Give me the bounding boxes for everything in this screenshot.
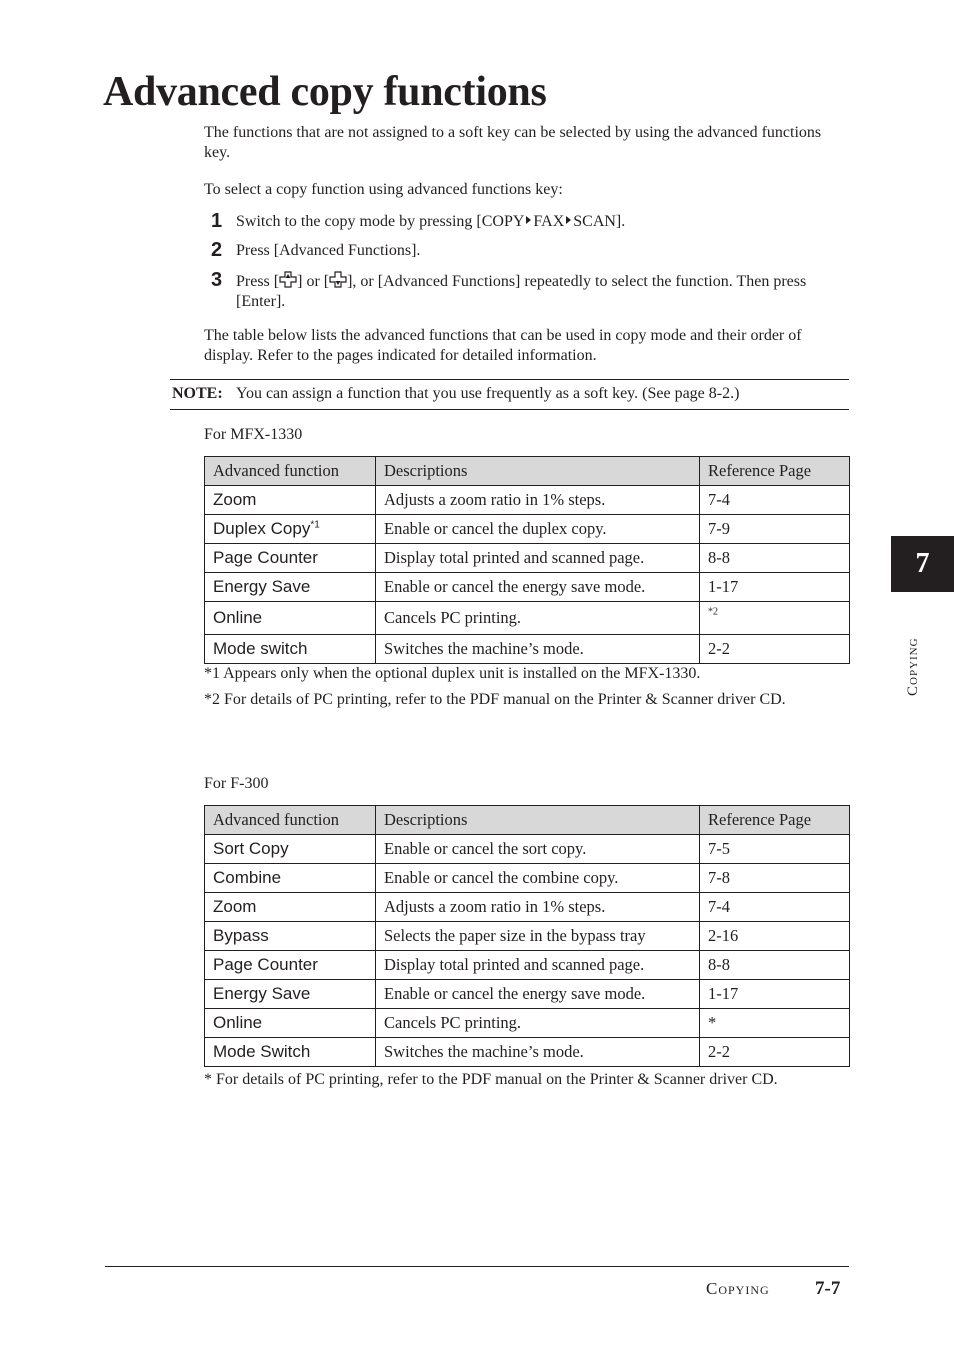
step-2-text: Press [Advanced Functions].: [236, 242, 421, 259]
table-row: [205, 635, 850, 664]
description-cell: Switches the machine’s mode.: [376, 635, 700, 664]
step-3-text-a: Press [: [236, 273, 280, 290]
note-text: You can assign a function that you use frequently as a soft key. (See page 8-2.): [236, 385, 740, 402]
description-cell: Display total printed and scanned page.: [376, 544, 700, 573]
description-cell: Enable or cancel the combine copy.: [376, 864, 700, 893]
step-1-text-a: Switch to the copy mode by pressing [COPY: [236, 213, 525, 230]
description-cell: Enable or cancel the energy save mode.: [376, 980, 700, 1009]
description-cell: Cancels PC printing.: [376, 1009, 700, 1038]
function-name: Energy Save: [213, 577, 311, 596]
description-cell: Adjusts a zoom ratio in 1% steps.: [376, 486, 700, 515]
function-name: Duplex Copy: [213, 519, 311, 538]
reference-cell: 1-17: [700, 980, 850, 1009]
function-cell: Bypass: [205, 922, 376, 951]
step-3-number: 3: [211, 269, 223, 291]
table-row: [205, 922, 850, 951]
column-header: Advanced function: [205, 806, 376, 835]
arrow-key-down-icon: [329, 271, 347, 288]
function-cell: Combine: [205, 864, 376, 893]
footnote-marker: *2: [708, 606, 718, 618]
column-header: Descriptions: [376, 806, 700, 835]
description-cell: Display total printed and scanned page.: [376, 951, 700, 980]
description-cell: Enable or cancel the energy save mode.: [376, 573, 700, 602]
reference-cell: 7-9: [700, 515, 850, 544]
table-row: [205, 893, 850, 922]
table-row: [205, 980, 850, 1009]
function-cell: Energy Save: [205, 980, 376, 1009]
table-row: [205, 864, 850, 893]
function-cell: Sort Copy: [205, 835, 376, 864]
footer-rule: [105, 1266, 849, 1267]
reference-cell: 8-8: [700, 544, 850, 573]
right-triangle-icon: [566, 216, 571, 224]
function-name: Online: [213, 608, 263, 627]
description-cell: Cancels PC printing.: [376, 602, 700, 635]
footnote-marker: *1: [310, 519, 320, 531]
function-cell: Mode Switch: [205, 1038, 376, 1067]
table-f-300: [204, 805, 850, 1067]
step-1-text-c: SCAN].: [573, 213, 626, 230]
function-cell: Zoom: [205, 893, 376, 922]
function-cell: Page Counter: [205, 951, 376, 980]
description-cell: Enable or cancel the sort copy.: [376, 835, 700, 864]
chapter-tab: 7: [891, 536, 954, 592]
page-title: Advanced copy functions: [103, 69, 547, 115]
reference-cell: 7-4: [700, 893, 850, 922]
table-row: [205, 573, 850, 602]
column-header: Descriptions: [376, 457, 700, 486]
function-cell: [205, 602, 376, 635]
function-name: Zoom: [213, 490, 257, 509]
table-2-caption: For F-300: [204, 775, 269, 792]
arrow-key-up-icon: [279, 271, 297, 288]
reference-cell: 7-8: [700, 864, 850, 893]
footnote-2: *2 For details of PC printing, refer to the PDF manual on the Printer & Scanner driver CD.: [204, 691, 786, 708]
to-select-paragraph: To select a copy function using advanced functions key:: [204, 181, 563, 198]
reference-cell: 7-4: [700, 486, 850, 515]
reference-cell: 2-2: [700, 635, 850, 664]
note-label: NOTE:: [172, 385, 223, 402]
step-3-text-b: ] or [: [297, 273, 330, 290]
function-name: Page Counter: [213, 548, 318, 567]
step-1-text-b: FAX: [533, 213, 565, 230]
step-3-text: [236, 271, 836, 312]
note-box: [170, 379, 849, 410]
table-row: [205, 951, 850, 980]
table-row: [205, 544, 850, 573]
function-name: Mode switch: [213, 639, 308, 658]
reference-cell: *: [700, 1009, 850, 1038]
function-cell: [205, 486, 376, 515]
side-section-label: [905, 606, 929, 696]
footer-section: Copying: [706, 1279, 770, 1298]
column-header: Advanced function: [205, 457, 376, 486]
table-row: [205, 515, 850, 544]
reference-cell: 1-17: [700, 573, 850, 602]
table-row: [205, 486, 850, 515]
table-header-row: [205, 457, 850, 486]
table-1-caption: For MFX-1330: [204, 426, 303, 443]
reference-cell: 2-16: [700, 922, 850, 951]
column-header: Reference Page: [700, 806, 850, 835]
description-cell: Adjusts a zoom ratio in 1% steps.: [376, 893, 700, 922]
table-row: [205, 835, 850, 864]
function-cell: [205, 635, 376, 664]
step-2-number: 2: [211, 239, 223, 261]
function-cell: [205, 544, 376, 573]
page-number: 7-7: [815, 1278, 841, 1299]
function-cell: [205, 573, 376, 602]
reference-cell: 7-5: [700, 835, 850, 864]
description-cell: Enable or cancel the duplex copy.: [376, 515, 700, 544]
description-cell: Switches the machine’s mode.: [376, 1038, 700, 1067]
right-triangle-icon: [526, 216, 531, 224]
function-cell: [205, 515, 376, 544]
footnote-f300: * For details of PC printing, refer to the PDF manual on the Printer & Scanner driver CD.: [204, 1071, 778, 1088]
intro-paragraph: The functions that are not assigned to a soft key can be selected by using the advanced functions key.: [204, 124, 822, 161]
description-cell: Selects the paper size in the bypass tray: [376, 922, 700, 951]
column-header: Reference Page: [700, 457, 850, 486]
step-1-number: 1: [211, 210, 223, 232]
table-header-row: [205, 806, 850, 835]
table-row: [205, 1038, 850, 1067]
reference-cell: 2-2: [700, 1038, 850, 1067]
function-cell: Online: [205, 1009, 376, 1038]
step-3-text-c: ], or [Advanced Functions] repeatedly to select the function. Then press [Enter].: [236, 273, 807, 310]
reference-cell: [700, 602, 850, 635]
footnote-1: *1 Appears only when the optional duplex unit is installed on the MFX-1330.: [204, 665, 701, 682]
reference-cell: 8-8: [700, 951, 850, 980]
table-row: [205, 602, 850, 635]
table-row: [205, 1009, 850, 1038]
table-mfx-1330: [204, 456, 850, 664]
side-section-label-text: Copying: [905, 637, 921, 696]
table-intro-paragraph: The table below lists the advanced functions that can be used in copy mode and their order of display. Refer to the pages indicated for detailed information.: [204, 327, 802, 364]
step-1-text: [236, 212, 836, 232]
